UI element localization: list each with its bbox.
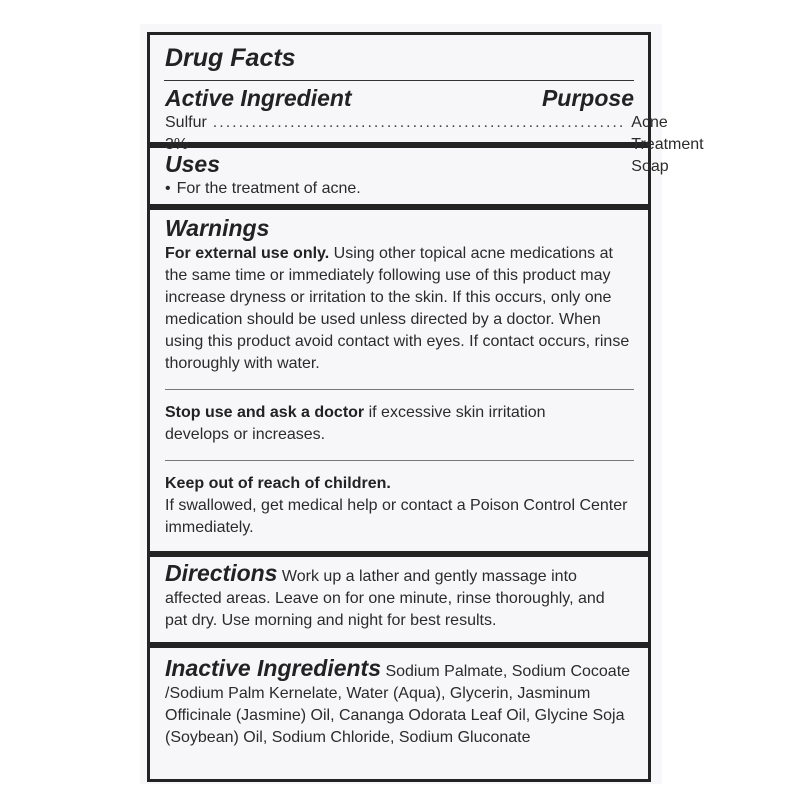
keep-out-lead: Keep out of reach of children.: [165, 475, 391, 492]
inactive-ingredients-heading: Inactive Ingredients: [165, 655, 382, 681]
active-ingredient-name: Sulfur 3%: [165, 114, 207, 153]
dot-leader: ................................................................: [212, 114, 626, 131]
active-ingredient-heading: Active Ingredient: [165, 85, 352, 111]
uses-item: [165, 178, 634, 200]
inactive-ingredients-text: Sodium Palmate, Sodium Cocoate /Sodium Palm Kernelate, Water (Aqua), Glycerin, Jasminum Officinale (Jasmine) Oil, Cananga Odorata Leaf Oil, Glycine Soja (Soybean) Oil, Sodium Chloride, Sodium Gluconate: [165, 663, 631, 746]
warnings-divider: [165, 389, 634, 390]
inactive-ingredients-section: [150, 648, 648, 749]
warnings-section: [150, 210, 648, 551]
active-ingredient-purpose: Acne Treatment Soap: [631, 114, 704, 175]
stop-use-text: if excessive skin irritation develops or increases.: [165, 404, 546, 443]
bullet-icon: •: [165, 180, 171, 197]
directions-text: Work up a lather and gently massage into affected areas. Leave on for one minute, rinse thoroughly, and pat dry. Use morning and night for best results.: [165, 568, 605, 629]
warnings-divider: [165, 460, 634, 461]
active-heading-row: [165, 84, 634, 112]
uses-section: [150, 148, 648, 204]
stop-use-warning: [165, 402, 634, 446]
directions-text-block: [165, 562, 634, 632]
title-section: [150, 35, 648, 73]
warnings-heading: Warnings: [165, 215, 270, 241]
external-use-text: Using other topical acne medications at the same time or immediately following use of this product may increase dryness or irritation to the skin. If this occurs, only one medication should be used unless directed by a doctor. When using this product avoid contact with eyes. If contact occurs, rinse thoroughly with water.: [165, 245, 630, 372]
keep-out-text: If swallowed, get medical help or contact a Poison Control Center immediately.: [165, 497, 628, 536]
purpose-heading: Purpose: [541, 85, 634, 111]
directions-section: [150, 557, 648, 642]
external-use-lead: For external use only.: [165, 245, 330, 262]
directions-heading: Directions: [165, 560, 278, 586]
drug-facts-label: [147, 32, 704, 782]
uses-item-text: For the treatment of acne.: [176, 180, 361, 197]
external-use-warning: [165, 243, 634, 375]
stop-use-lead: Stop use and ask a doctor: [165, 404, 365, 421]
drug-facts-title: Drug Facts: [165, 44, 296, 72]
inactive-text-block: [165, 657, 634, 749]
uses-heading: Uses: [165, 151, 220, 177]
